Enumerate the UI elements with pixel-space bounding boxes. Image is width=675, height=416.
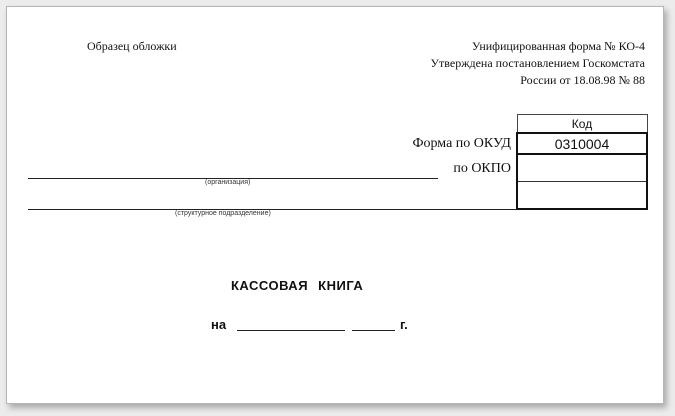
okud-value-cell: 0310004 xyxy=(517,133,647,154)
empty-code-cell xyxy=(517,182,647,210)
period-prefix: на xyxy=(211,317,227,332)
division-caption: (структурное подразделение) xyxy=(175,210,271,217)
codes-header-cell: Код xyxy=(517,115,647,134)
organization-caption: (организация) xyxy=(205,179,251,186)
sample-cover-label: Образец обложки xyxy=(87,39,177,53)
codes-table xyxy=(516,114,648,210)
approved-by-label: Утверждена постановлением Госкомстата xyxy=(430,56,645,70)
unified-form-label: Унифицированная форма № КО-4 xyxy=(471,39,645,53)
document-sheet xyxy=(6,6,664,404)
division-line xyxy=(28,209,517,210)
okpo-value-cell xyxy=(517,154,647,182)
year-suffix: г. xyxy=(400,317,408,332)
document-title: КАССОВАЯ КНИГА xyxy=(231,278,364,293)
year-line xyxy=(352,330,395,331)
okpo-label: по ОКПО xyxy=(453,161,511,176)
okud-label: Форма по ОКУД xyxy=(412,136,511,151)
approved-date-label: России от 18.08.98 № 88 xyxy=(520,73,645,87)
period-line xyxy=(237,330,345,331)
